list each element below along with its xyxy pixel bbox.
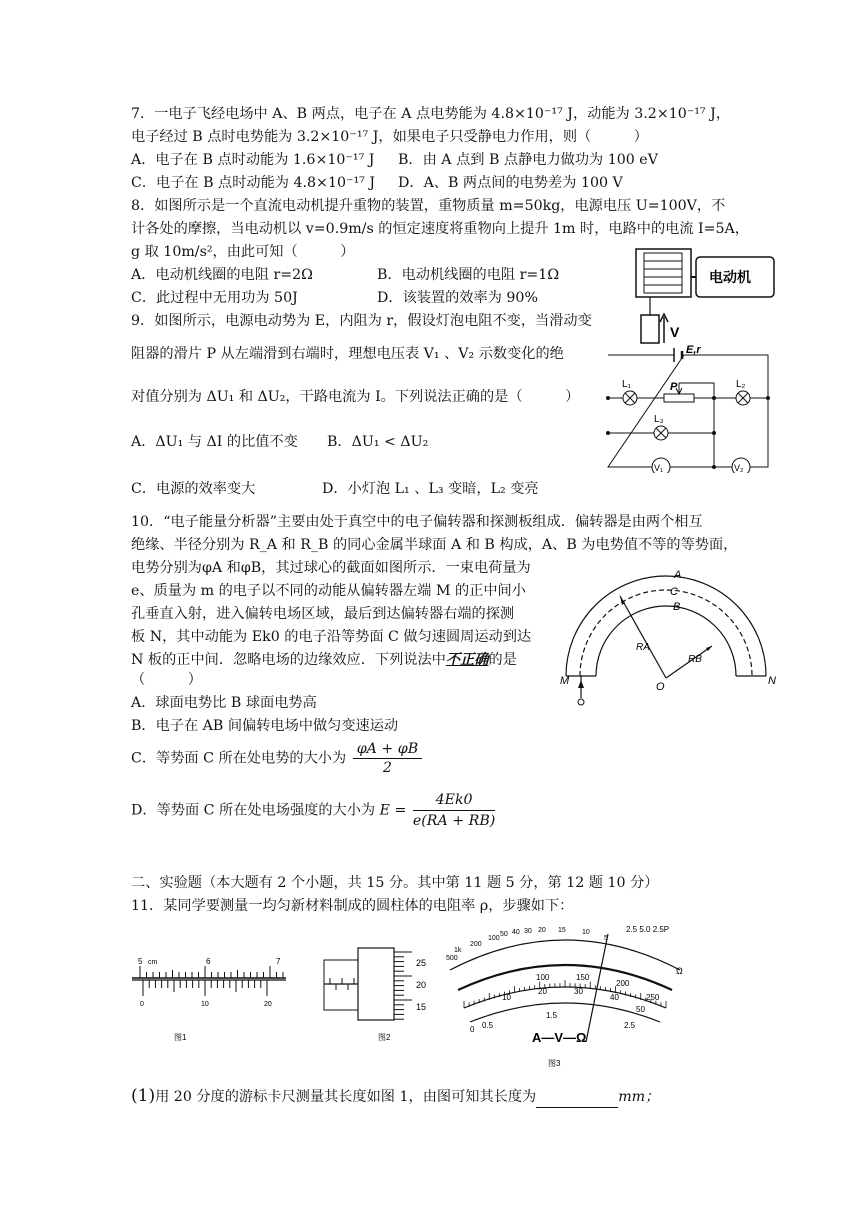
meter-low-0: 0 xyxy=(470,1025,475,1034)
meter-ohm-20: 20 xyxy=(538,927,546,934)
voltmeter-v2-label: V₂ xyxy=(734,463,744,473)
meter-ohm-unit: Ω xyxy=(676,966,683,976)
meter-ohm-50: 50 xyxy=(500,931,508,938)
meter-corner-label: 2.5 5.0 2.5P xyxy=(626,925,670,934)
caliper-vernier-20: 20 xyxy=(264,1001,272,1008)
multimeter-figure xyxy=(440,920,692,1070)
deflector-figure xyxy=(560,566,785,710)
q7-option-c: C．电子在 B 点时动能为 4.8×10⁻¹⁷ J xyxy=(131,175,376,191)
emphasis-not-correct: 不正确 xyxy=(445,652,489,668)
q10-option-a: A．球面电势比 B 球面电势高 xyxy=(131,695,317,711)
q10-option-b: B．电子在 AB 间偏转电场中做匀变速运动 xyxy=(131,718,399,734)
q10-line2: 绝缘、半径分别为 R_A 和 R_B 的同心金属半球面 A 和 B 构成，A、B 为电势值不等的等势面， xyxy=(131,537,738,553)
micrometer-figure xyxy=(322,942,440,1046)
meter-scale2-20: 20 xyxy=(538,987,547,996)
meter-ohm-15: 15 xyxy=(558,927,566,934)
velocity-label: V xyxy=(670,324,680,340)
q9-option-a: A．ΔU₁ 与 ΔI 的比值不变 xyxy=(131,434,298,450)
q7-option-d: D．A、B 两点间的电势差为 100 V xyxy=(398,175,623,191)
surface-c-label: C xyxy=(670,586,678,598)
meter-ohm-40: 40 xyxy=(512,929,520,936)
q8-option-d: D．该装置的效率为 90% xyxy=(377,290,538,306)
answer-blank[interactable] xyxy=(536,1093,618,1108)
q8-line3: g 取 10m/s²，由此可知（ ） xyxy=(131,244,355,260)
q8-line2: 计各处的摩擦，当电动机以 v=0.9m/s 的恒定速度将重物向上提升 1m 时，电路中的电流 I=5A， xyxy=(131,221,749,237)
caliper-main-unit: cm xyxy=(148,959,158,966)
caliper-vernier-0: 0 xyxy=(140,1001,144,1008)
meter-scale2-10: 10 xyxy=(502,993,511,1002)
q9-line2: 阻器的滑片 P 从左端滑到右端时，理想电压表 V₁ 、V₂ 示数变化的绝 xyxy=(131,346,564,362)
meter-ohm-5: 5 xyxy=(604,935,608,942)
q10-line1: 10．“电子能量分析器”主要由处于真空中的电子偏转器和探测板组成．偏转器是由两个相互 xyxy=(131,514,703,530)
meter-ohm-10: 10 xyxy=(582,929,590,936)
motor-figure xyxy=(630,247,780,347)
caliper-main-6: 6 xyxy=(206,957,211,966)
meter-low-25: 2.5 xyxy=(624,1021,636,1030)
meter-ohm-30: 30 xyxy=(524,928,532,935)
q7-option-b: B．由 A 点到 B 点静电力做功为 100 eV xyxy=(398,152,658,168)
motor-label: 电动机 xyxy=(709,269,751,285)
lamp-l2-label: L₂ xyxy=(736,379,746,390)
meter-scale2-50: 50 xyxy=(636,1005,645,1014)
meter-unit-label: A—V—Ω xyxy=(532,1030,587,1045)
q9-line1: 9．如图所示，电源电动势为 E，内阻为 r，假设灯泡电阻不变，当滑动变 xyxy=(131,313,592,329)
fraction-field: $\frac{4Ek0}{e(RA + RB)}$ xyxy=(412,792,496,829)
q10-option-d: D．等势面 C 所在处电场强度的大小为 E = $\frac{4Ek0}{e(RA + RB)}$ xyxy=(131,792,496,829)
meter-scale2-40: 40 xyxy=(610,993,619,1002)
q9-option-b: B．ΔU₁ < ΔU₂ xyxy=(327,434,429,450)
q7-option-a: A．电子在 B 点时动能为 1.6×10⁻¹⁷ J xyxy=(131,152,375,168)
q8-option-c: C．此过程中无用功为 50J xyxy=(131,290,298,306)
entry-m-label: M xyxy=(560,675,570,687)
source-label: E,r xyxy=(686,344,701,356)
q10-option-c: C．等势面 C 所在处电势的大小为 $\frac{\varphi A + \varphi B}{2}$ xyxy=(131,740,422,777)
radius-rb-label: RB xyxy=(688,654,702,665)
caliper-main-5: 5 xyxy=(138,957,143,966)
plate-n-label: N xyxy=(768,675,776,687)
surface-a-label: A xyxy=(674,569,682,581)
q10-line7: N 板的正中间．忽略电场的边缘效应．下列说法中不正确的是 xyxy=(131,652,517,668)
lamp-l3-label: L₃ xyxy=(654,414,664,425)
caliper-vernier-10: 10 xyxy=(201,1001,209,1008)
q7-line1: 7．一电子飞经电场中 A、B 两点，电子在 A 点电势能为 4.8×10⁻¹⁷ J，动能为 3.2×10⁻¹⁷ J， xyxy=(131,106,731,122)
lamp-l1-label: L₁ xyxy=(622,379,631,390)
q10-line5: 孔垂直入射，进入偏转电场区域，最后到达偏转器右端的探测 xyxy=(131,606,515,622)
q10-line3: 电势分别为φA 和φB，其过球心的截面如图所示．一束电荷量为 xyxy=(131,560,531,576)
meter-low-15: 1.5 xyxy=(546,1011,558,1020)
meter-ohm-1k: 1k xyxy=(454,947,462,954)
meter-mid-250: 250 xyxy=(646,993,660,1002)
micrometer-25: 25 xyxy=(416,958,427,968)
caliper-main-7: 7 xyxy=(276,957,281,966)
q11-line1: 11．某同学要测量一均匀新材料制成的圆柱体的电阻率 ρ，步骤如下： xyxy=(131,898,574,914)
q8-line1: 8．如图所示是一个直流电动机提升重物的装置，重物质量 m=50kg，电源电压 U=100V，不 xyxy=(131,198,726,214)
q8-option-a: A．电动机线圈的电阻 r=2Ω xyxy=(131,267,313,283)
radius-ra-label: RA xyxy=(636,642,650,653)
q11-part1: (1)用 20 分度的游标卡尺测量其长度如图 1，由图可知其长度为 mm； xyxy=(131,1086,660,1106)
meter-mid-200: 200 xyxy=(616,979,630,988)
fraction-potential: $\frac{\varphi A + \varphi B}{2}$ xyxy=(353,740,422,777)
figure-3-caption: 图3 xyxy=(548,1059,561,1068)
q8-option-b: B．电动机线圈的电阻 r=1Ω xyxy=(377,267,560,283)
circuit-figure xyxy=(604,343,774,473)
part-number: (1) xyxy=(131,1086,156,1106)
center-o-label: O xyxy=(656,681,665,693)
q10-line4: e、质量为 m 的电子以不同的动能从偏转器左端 M 的正中间小 xyxy=(131,583,526,599)
figure-1-caption: 图1 xyxy=(174,1033,187,1042)
micrometer-20: 20 xyxy=(416,980,427,990)
q9-option-c: C．电源的效率变大 xyxy=(131,481,256,497)
slider-label: P xyxy=(670,381,678,393)
section-2-heading: 二、实验题（本大题有 2 个小题，共 15 分。其中第 11 题 5 分，第 12 题 10 分） xyxy=(131,875,659,891)
surface-b-label: B xyxy=(673,601,681,613)
micrometer-15: 15 xyxy=(416,1002,427,1012)
voltmeter-v1-label: V₁ xyxy=(654,463,664,473)
meter-mid-150: 150 xyxy=(576,973,590,982)
meter-ohm-500: 500 xyxy=(446,955,458,962)
q10-line6: 板 N，其中动能为 Ek0 的电子沿等势面 C 做匀速圆周运动到达 xyxy=(131,629,532,645)
meter-scale2-30: 30 xyxy=(574,987,583,996)
q9-line3: 对值分别为 ΔU₁ 和 ΔU₂，干路电流为 I。下列说法正确的是（ ） xyxy=(131,389,580,405)
q10-line8: （ ） xyxy=(131,672,202,688)
q7-line2: 电子经过 B 点时电势能为 3.2×10⁻¹⁷ J，如果电子只受静电力作用，则（ ） xyxy=(131,129,648,145)
figure-2-caption: 图2 xyxy=(378,1033,391,1042)
meter-ohm-100: 100 xyxy=(488,935,500,942)
vernier-caliper-figure xyxy=(128,950,290,1046)
q9-option-d: D．小灯泡 L₁ 、L₃ 变暗，L₂ 变亮 xyxy=(322,481,539,497)
meter-low-05: 0.5 xyxy=(482,1021,494,1030)
meter-ohm-200: 200 xyxy=(470,941,482,948)
meter-mid-100: 100 xyxy=(536,973,550,982)
